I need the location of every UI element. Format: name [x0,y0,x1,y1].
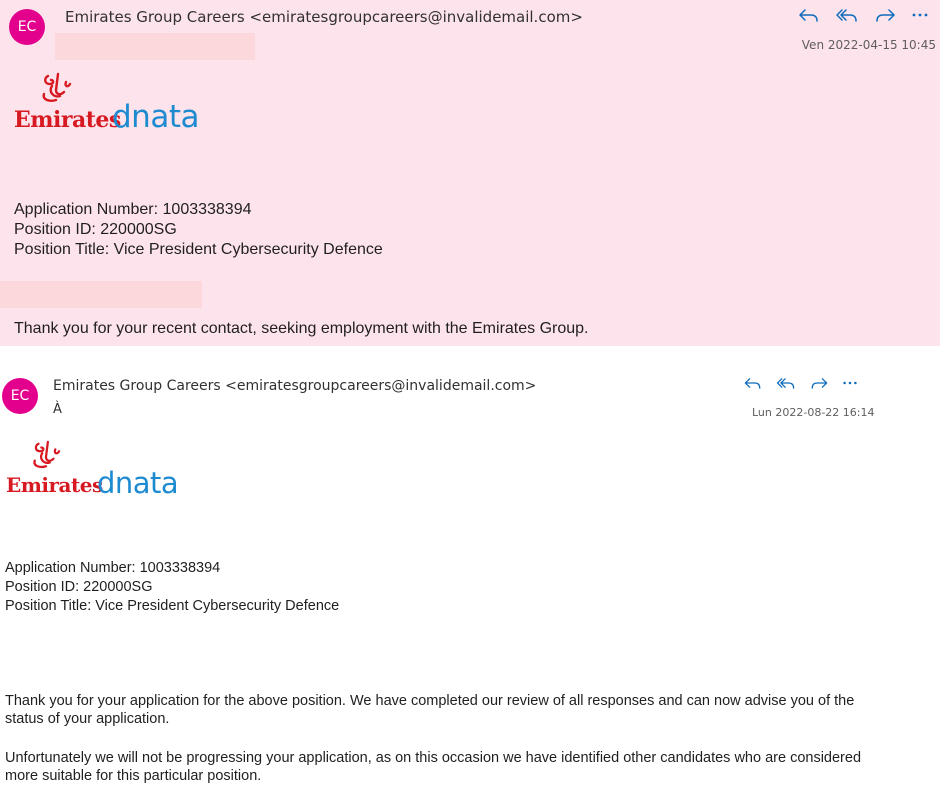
emirates-wordmark: Emirates [6,473,103,497]
message-paragraph-2: Unfortunately we will not be progressing your application, as on this occasion we have identified other candidates who are considered more suitable for this particular position. [5,750,862,784]
dnata-logo: dnata [97,466,179,500]
reply-all-button[interactable] [775,374,797,392]
email-message-2 [0,346,940,788]
more-actions-button[interactable] [910,5,930,25]
more-icon [910,5,930,25]
reply-button[interactable] [796,5,822,25]
forward-button[interactable] [808,374,830,392]
message-actions [796,5,930,25]
sender-name[interactable]: Emirates Group Careers <emiratesgroupcareers@invalidemail.com> [53,378,537,394]
more-actions-button[interactable] [841,374,859,392]
forward-icon [808,374,830,392]
reply-icon [796,5,822,25]
emirates-wordmark: Emirates [14,107,121,133]
redacted-recipient [55,33,255,60]
emirates-calligraphy-icon [14,72,98,104]
reply-icon [742,374,764,392]
emirates-logo [14,72,121,133]
position-id: Position ID: 220000SG [14,221,177,238]
reply-all-icon [834,5,860,25]
recipient-label: À [53,402,62,417]
reply-all-icon [775,374,797,392]
application-number: Application Number: 1003338394 [14,201,252,218]
forward-button[interactable] [872,5,898,25]
email-message-1 [0,0,940,346]
message-date: Lun 2022-08-22 16:14 [752,406,875,419]
redacted-greeting [0,281,202,308]
message-date: Ven 2022-04-15 10:45 [801,38,936,52]
position-title: Position Title: Vice President Cybersecurity Defence [5,598,340,614]
sender-name[interactable]: Emirates Group Careers <emiratesgroupcareers@invalidemail.com> [65,8,583,26]
sender-avatar[interactable]: EC [9,9,45,45]
position-id: Position ID: 220000SG [5,579,153,595]
dnata-logo: dnata [112,99,199,135]
reply-all-button[interactable] [834,5,860,25]
position-title: Position Title: Vice President Cybersecurity Defence [14,241,383,258]
application-number: Application Number: 1003338394 [5,560,221,576]
emirates-calligraphy-icon [6,440,86,470]
reply-button[interactable] [742,374,764,392]
message-body: Thank you for your recent contact, seeking employment with the Emirates Group. [14,320,589,337]
emirates-logo [6,440,103,497]
more-icon [841,374,859,392]
forward-icon [872,5,898,25]
sender-avatar[interactable]: EC [2,378,38,414]
message-paragraph-1: Thank you for your application for the above position. We have completed our review of all responses and can now advise you of the status of your application. [5,693,855,727]
message-actions [742,374,859,392]
